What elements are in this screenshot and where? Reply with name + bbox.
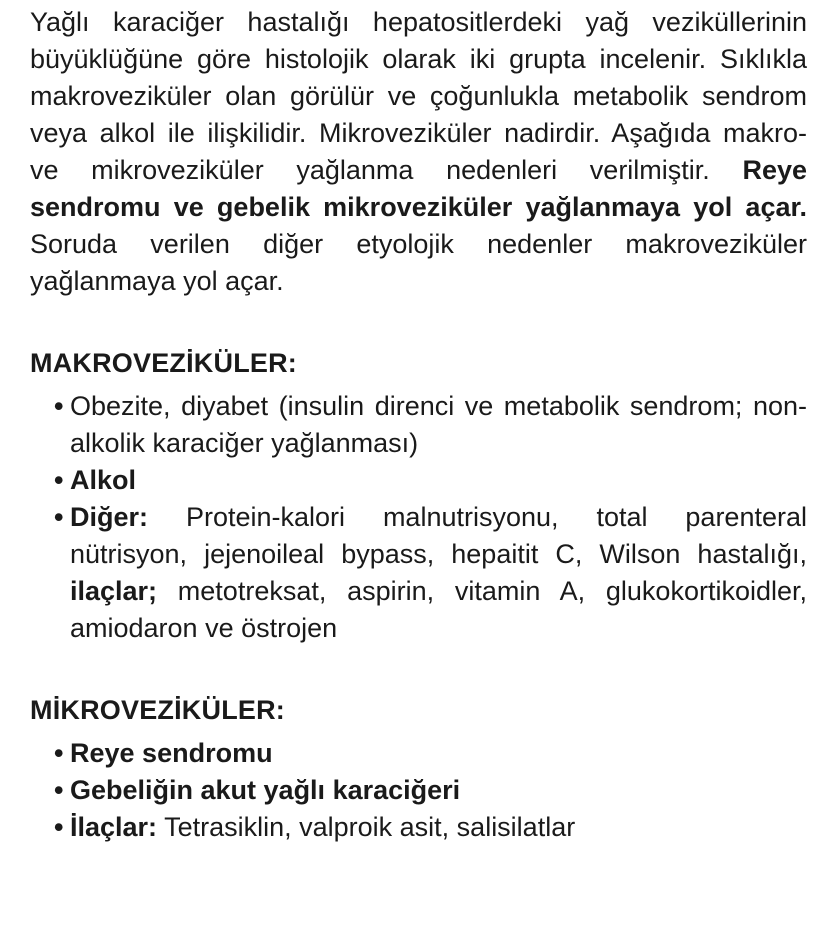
bullet-icon: • [54,812,64,842]
list-item [54,809,807,846]
list-item-bold: İlaçlar: [70,812,158,842]
list-item [54,388,807,462]
list-item [54,462,807,499]
intro-bold-text: Reye sendromu ve gebelik mikroveziküler yağlanmaya yol açar. [30,155,807,222]
list-item-bold-2: ilaçlar; [70,576,158,606]
list-item-bold: Gebeliğin akut yağlı karaciğeri [70,775,461,805]
micro-heading: MİKROVEZİKÜLER: [30,695,285,725]
list-item-text: Tetrasiklin, valproik asit, salisilatlar [157,812,576,842]
macro-list [30,388,807,647]
micro-list [30,735,807,846]
list-item-bold: Reye sendromu [70,738,273,768]
list-item-bold: Alkol [70,465,137,495]
list-item-text-2: metotreksat, aspirin, vitamin A, glukokortikoidler, amiodaron ve östrojen [70,576,807,643]
intro-text-1: Yağlı karaciğer hastalığı hepatositlerdeki yağ veziküllerinin büyüklüğüne göre histolojik olarak iki grupta incelenir. Sıklıkla makroveziküler olan görülür ve çoğunlukla metabolik sendrom veya alkol ile ilişkilidir. Mikroveziküler nadirdir. Aşağıda makro- ve mikroveziküler yağlanma nedenleri verilmiştir. [30,7,807,185]
list-item-bold: Diğer: [70,502,149,532]
bullet-icon: • [54,502,64,532]
macro-heading: MAKROVEZİKÜLER: [30,348,297,378]
intro-paragraph [30,4,807,300]
list-item [54,772,807,809]
list-item [54,735,807,772]
list-item-text: Protein-kalori malnutrisyonu, total parenteral nütrisyon, jejenoileal bypass, hepaitit C, Wilson hastalığı, [70,502,807,569]
list-item-text: Obezite, diyabet (insulin direnci ve metabolik sendrom; non-alkolik karaciğer yağlanması) [70,391,807,458]
bullet-icon: • [54,775,64,805]
intro-text-3: Soruda verilen diğer etyolojik nedenler makroveziküler yağlanmaya yol açar. [30,229,807,296]
bullet-icon: • [54,391,64,421]
list-item [54,499,807,647]
bullet-icon: • [54,465,64,495]
bullet-icon: • [54,738,64,768]
